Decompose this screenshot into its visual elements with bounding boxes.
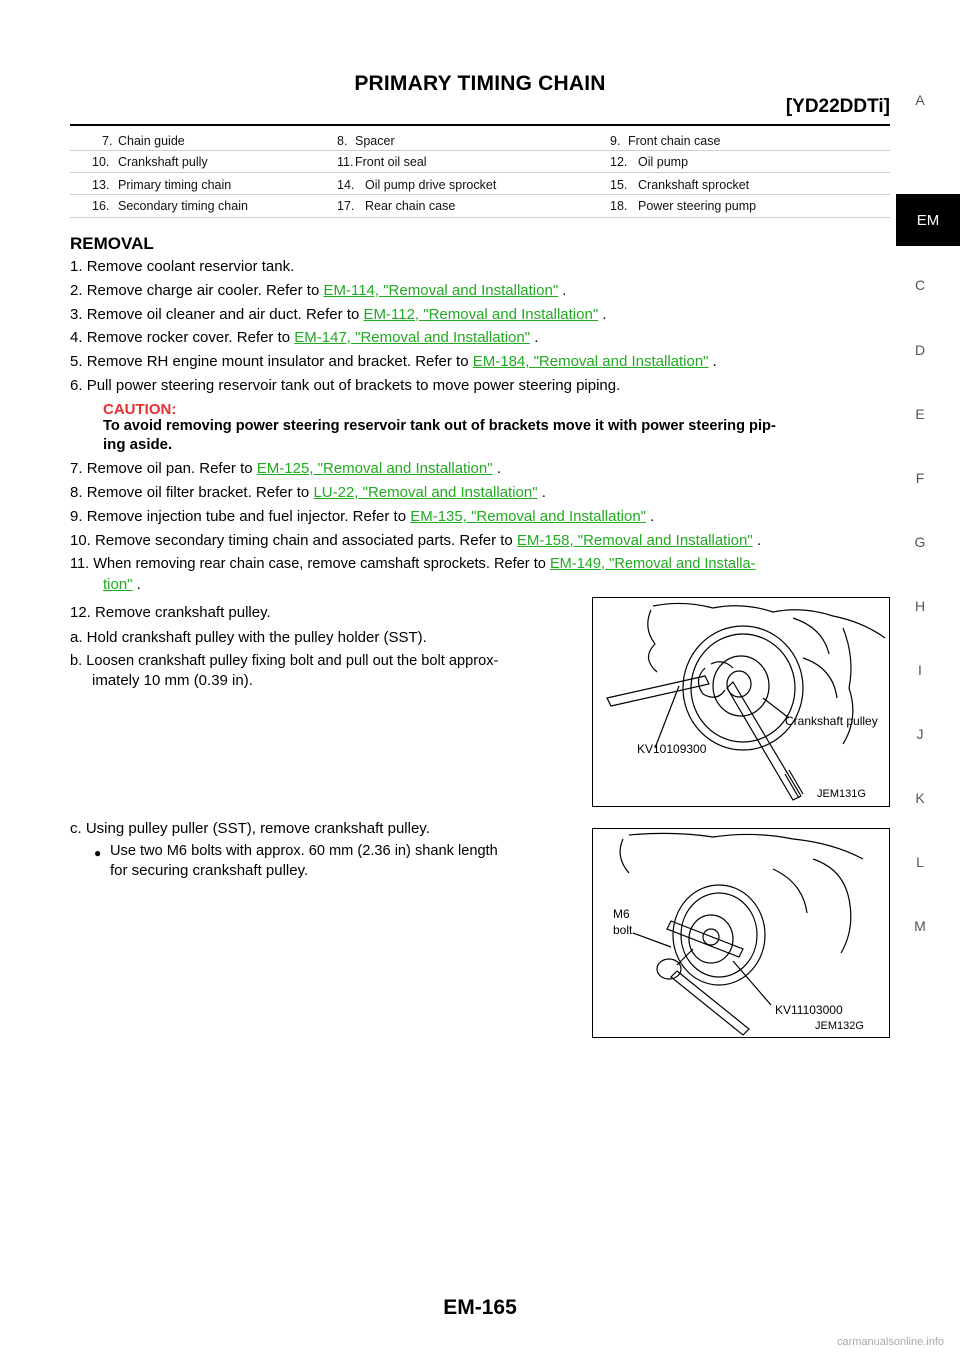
substep-c: c. Using pulley puller (SST), remove crankshaft pulley. — [70, 820, 430, 837]
legend-item: Chain guide — [118, 134, 185, 148]
step-num: 7. — [70, 460, 83, 477]
legend-num: 13. — [92, 178, 110, 192]
legend-item: Crankshaft pully — [118, 155, 208, 169]
step-num: 1. — [70, 258, 83, 275]
step-num: 2. — [70, 282, 83, 299]
legend-item: Front oil seal — [355, 155, 427, 169]
ref-link-em-125[interactable]: EM-125, "Removal and Installation" — [256, 460, 493, 477]
step-after: . — [537, 484, 546, 501]
ref-link-em-184[interactable]: EM-184, "Removal and Installation" — [472, 353, 709, 370]
step-text: Pull power steering reservoir tank out of brackets to move power steering piping. — [86, 377, 621, 394]
side-index-d[interactable]: D — [914, 342, 926, 358]
bullet-text-line2: for securing crankshaft pulley. — [110, 862, 309, 879]
page-number: EM-165 — [443, 1296, 517, 1319]
step-5 — [70, 353, 717, 370]
step-after: . — [530, 329, 539, 346]
step-num: 11. — [70, 556, 90, 572]
step-text: When removing rear chain case, remove camshaft sprockets. Refer to — [93, 556, 546, 572]
side-index-f[interactable]: F — [915, 470, 925, 486]
step-num: 4. — [70, 329, 83, 346]
header-rule — [70, 124, 890, 126]
step-10 — [70, 532, 761, 549]
step-7 — [70, 460, 501, 477]
step-6 — [70, 377, 620, 394]
side-index-j[interactable]: J — [916, 726, 924, 742]
figure-jem131g — [592, 597, 890, 807]
step-text: Remove rocker cover. Refer to — [86, 329, 291, 346]
legend-item: Front chain case — [628, 134, 721, 148]
step-8 — [70, 484, 546, 501]
step-num: 3. — [70, 306, 83, 323]
step-num: 12. — [70, 604, 91, 621]
caution-text-line2: ing aside. — [103, 436, 173, 453]
figure-bolt-label-cont: bolt — [613, 923, 633, 937]
step-after: . — [708, 353, 717, 370]
step-num: 6. — [70, 377, 83, 394]
step-text: Remove secondary timing chain and associated parts. Refer to — [95, 532, 513, 549]
side-index-g[interactable]: G — [914, 534, 926, 550]
step-after: . — [646, 508, 655, 525]
step-9 — [70, 508, 654, 525]
crankshaft-pulley-puller-illustration — [593, 829, 889, 1037]
step-text: Remove oil pan. Refer to — [86, 460, 253, 477]
caution-text-line1: To avoid removing power steering reservoir tank out of brackets move it with power steering pip- — [103, 418, 776, 434]
legend-item: Oil pump — [638, 155, 689, 169]
ref-link-em-135[interactable]: EM-135, "Removal and Installation" — [410, 508, 646, 525]
step-text: Remove oil cleaner and air duct. Refer to — [86, 306, 360, 323]
ref-link-em-112[interactable]: EM-112, "Removal and Installation" — [363, 306, 599, 323]
step-num: 8. — [70, 484, 83, 501]
legend-item: Primary timing chain — [118, 178, 232, 192]
figure-tool-label: KV11103000 — [775, 1003, 843, 1017]
figure-id: JEM132G — [815, 1020, 864, 1032]
legend-row-divider — [70, 150, 890, 151]
side-index-e[interactable]: E — [915, 406, 925, 422]
step-num: 9. — [70, 508, 83, 525]
legend-num: 10. — [92, 155, 110, 169]
substep-b-line2: imately 10 mm (0.39 in). — [92, 672, 253, 689]
figure-jem132g — [592, 828, 890, 1038]
ref-link-em-149[interactable]: EM-149, "Removal and Installa- — [549, 556, 756, 572]
side-index-active[interactable]: EM — [896, 194, 960, 246]
figure-tool-label: KV10109300 — [637, 742, 707, 756]
figure-part-label: Crankshaft pulley — [785, 714, 878, 728]
step-after: . — [598, 306, 607, 323]
legend-num: 8. — [337, 134, 348, 148]
caution-label: CAUTION: — [103, 401, 177, 418]
side-index-h[interactable]: H — [914, 598, 926, 614]
legend-item: Spacer — [355, 134, 395, 148]
ref-link-lu-22[interactable]: LU-22, "Removal and Installation" — [313, 484, 538, 501]
side-index-c[interactable]: C — [914, 277, 926, 293]
step-after: . — [132, 576, 141, 593]
ref-link-em-147[interactable]: EM-147, "Removal and Installation" — [294, 329, 531, 346]
side-index-a[interactable]: A — [915, 92, 925, 108]
page-title: PRIMARY TIMING CHAIN — [354, 72, 606, 95]
step-after: . — [492, 460, 501, 477]
legend-num: 11. — [337, 155, 354, 169]
legend-row-divider — [70, 172, 890, 173]
legend-num: 17. — [337, 199, 355, 213]
step-11-cont — [103, 576, 141, 593]
step-3 — [70, 306, 607, 323]
legend-item: Power steering pump — [638, 199, 757, 213]
legend-num: 9. — [610, 134, 621, 148]
legend-num: 18. — [610, 199, 628, 213]
legend-item: Oil pump drive sprocket — [365, 178, 497, 192]
step-4 — [70, 329, 538, 346]
legend-table — [70, 128, 890, 220]
legend-num: 7. — [102, 134, 113, 148]
side-index-k[interactable]: K — [915, 790, 925, 806]
step-num: 5. — [70, 353, 83, 370]
step-text: Remove crankshaft pulley. — [95, 604, 271, 621]
step-text: Remove RH engine mount insulator and bracket. Refer to — [86, 353, 469, 370]
legend-num: 12. — [610, 155, 628, 169]
legend-item: Secondary timing chain — [118, 199, 248, 213]
step-after: . — [558, 282, 567, 299]
step-11 — [70, 556, 755, 572]
ref-link-em-114[interactable]: EM-114, "Removal and Installation" — [323, 282, 559, 299]
step-after: . — [752, 532, 762, 549]
step-text: Remove oil filter bracket. Refer to — [86, 484, 310, 501]
section-heading: REMOVAL — [70, 234, 154, 253]
side-index-l[interactable]: L — [916, 854, 924, 870]
ref-link-em-158[interactable]: EM-158, "Removal and Installation" — [516, 532, 753, 549]
step-text: Remove injection tube and fuel injector. Refer to — [86, 508, 407, 525]
legend-row-divider — [70, 217, 890, 218]
bullet-icon: ● — [94, 846, 102, 860]
legend-num: 14. — [337, 178, 355, 192]
side-index-m[interactable]: M — [914, 918, 926, 934]
legend-item: Crankshaft sprocket — [638, 178, 750, 192]
crankshaft-pulley-holder-illustration — [593, 598, 889, 806]
substep-a: a. Hold crankshaft pulley with the pulley holder (SST). — [70, 629, 427, 646]
step-2 — [70, 282, 566, 299]
legend-num: 16. — [92, 199, 110, 213]
step-12 — [70, 604, 271, 621]
figure-id: JEM131G — [817, 788, 866, 800]
bullet-text-line1: Use two M6 bolts with approx. 60 mm (2.36 in) shank length — [110, 843, 498, 859]
substep-b-line1: b. Loosen crankshaft pulley fixing bolt and pull out the bolt approx- — [70, 653, 499, 669]
step-text: Remove charge air cooler. Refer to — [86, 282, 320, 299]
step-num: 10. — [70, 532, 91, 549]
step-text: Remove coolant reservior tank. — [86, 258, 295, 275]
engine-code: [YD22DDTi] — [785, 96, 890, 117]
side-index-i[interactable]: I — [918, 662, 922, 678]
legend-item: Rear chain case — [365, 199, 456, 213]
ref-link-em-149-cont[interactable]: tion" — [103, 576, 133, 593]
watermark: carmanualsonline.info — [836, 1336, 944, 1348]
step-1 — [70, 258, 294, 275]
figure-bolt-label: M6 — [613, 907, 630, 921]
legend-row-divider — [70, 194, 890, 195]
legend-num: 15. — [610, 178, 628, 192]
